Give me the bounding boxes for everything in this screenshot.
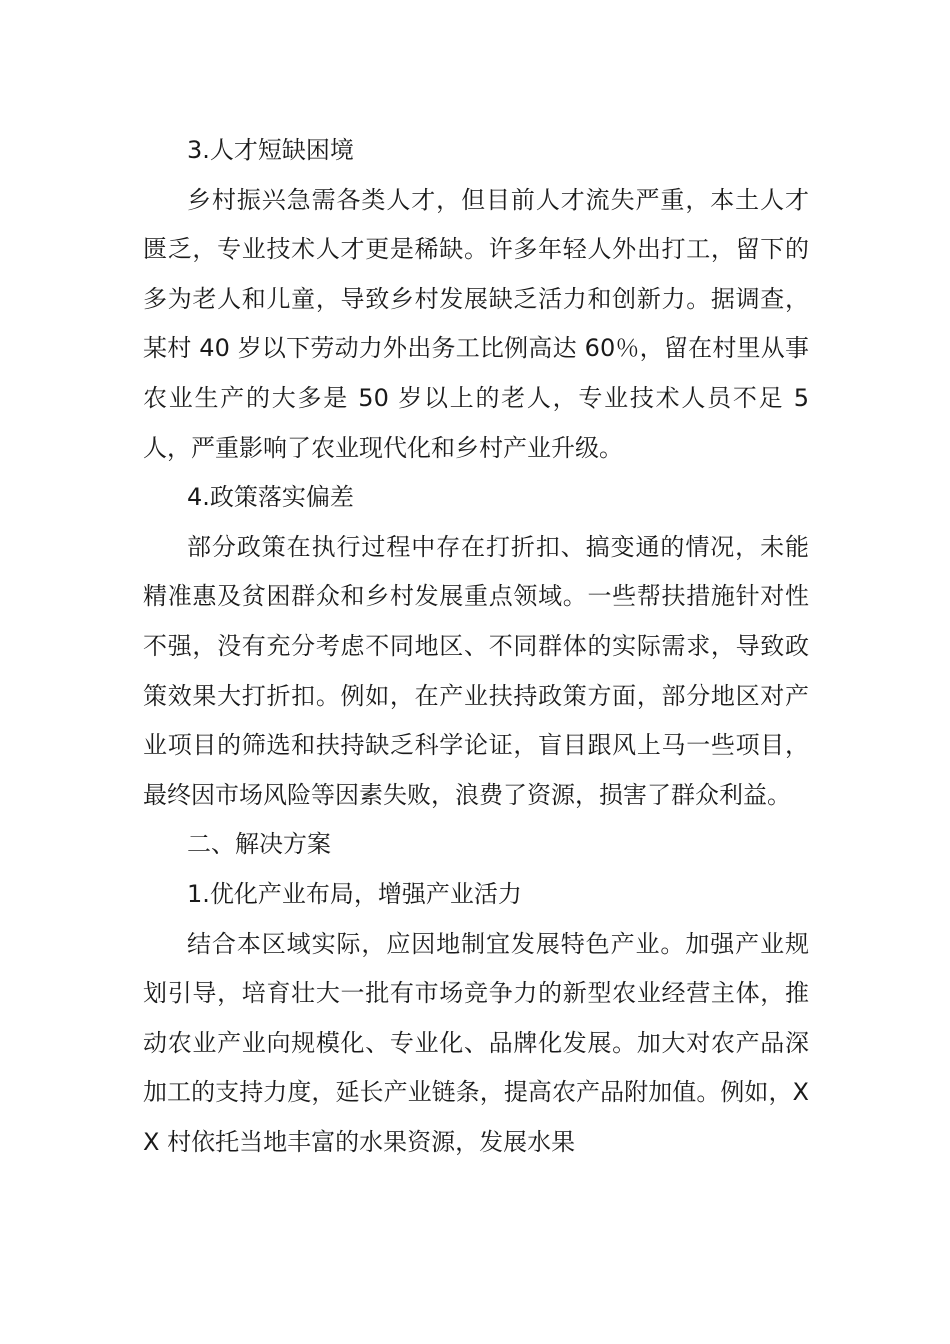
document-body [143, 126, 809, 1167]
chapter-heading-solutions: 二、解决方案 [187, 830, 331, 859]
paragraph-policy-deviation: 部分政策在执行过程中存在打折扣、搞变通的情况，未能精准惠及贫困群众和乡村发展重点领域。一些帮扶措施针对性不强，没有充分考虑不同地区、不同群体的实际需求，导致政策效果大打折扣。例如，在产业扶持政策方面，部分地区对产业项目的筛选和扶持缺乏科学论证，盲目跟风上马一些项目，最终因市场风险等因素失败，浪费了资源，损害了群众利益。 [143, 532, 809, 809]
section-heading-policy-deviation: 4.政策落实偏差 [187, 483, 354, 512]
paragraph-industry-layout: 结合本区域实际，应因地制宜发展特色产业。加强产业规划引导，培育壮大一批有市场竞争力的新型农业经营主体，推动农业产业向规模化、专业化、品牌化发展。加大对农产品深加工的支持力度，延长产业链条，提高农产品附加值。例如，XX 村依托当地丰富的水果资源，发展水果 [143, 929, 809, 1156]
paragraph-talent-shortage: 乡村振兴急需各类人才，但目前人才流失严重，本土人才匮乏，专业技术人才更是稀缺。许多年轻人外出打工，留下的多为老人和儿童，导致乡村发展缺乏活力和创新力。据调查，某村 40 岁以下劳动力外出务工比例高达 60％，留在村里从事农业生产的大多是 50 岁以上的老人，专业技术人员不足 5 人，严重影响了农业现代化和乡村产业升级。 [143, 185, 809, 462]
section-heading-talent-shortage: 3.人才短缺困境 [187, 136, 354, 164]
section-heading-industry-layout: 1.优化产业布局，增强产业活力 [187, 879, 522, 908]
